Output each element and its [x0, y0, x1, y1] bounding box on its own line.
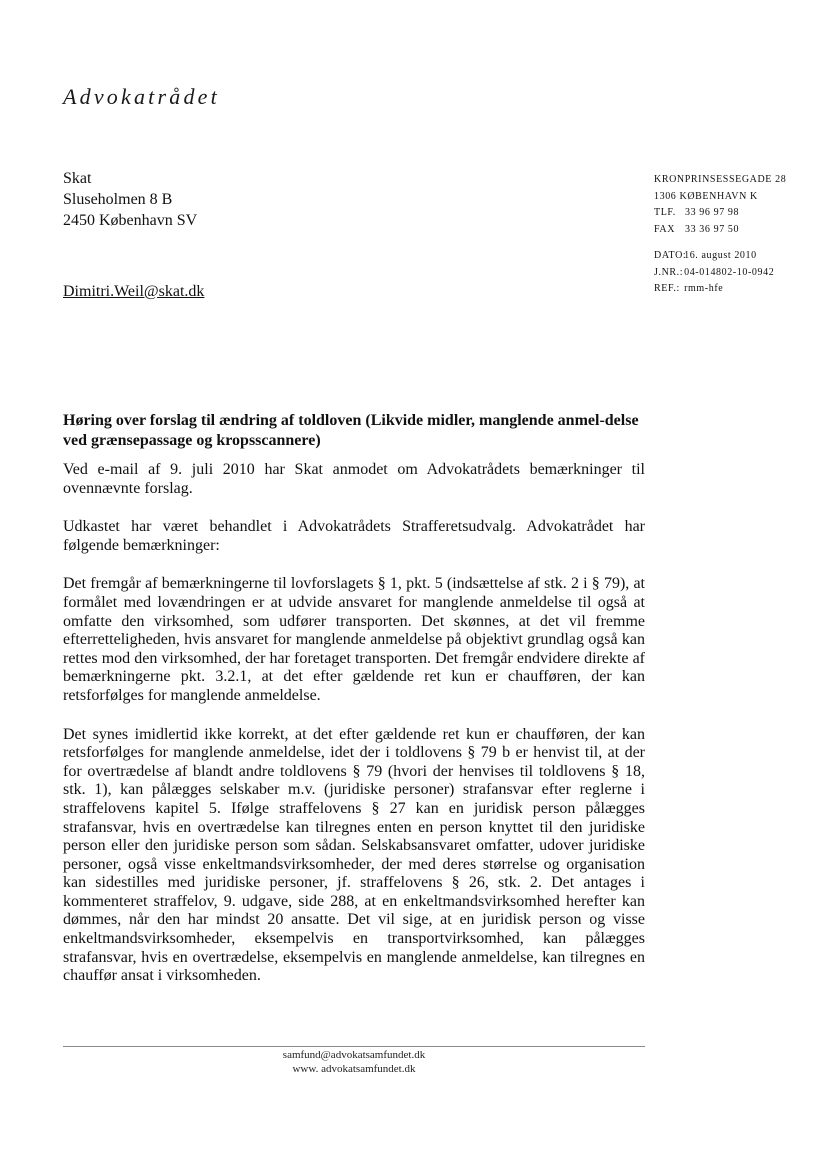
body-paragraph: Det fremgår af bemærkningerne til lovforslagets § 1, pkt. 5 (indsættelse af stk. 2 i § 79), at formålet med lovændringen er at udvide ansvaret for manglende anmeldelse til også at omfatte den virksomhed, som udfører transporten. Det skønnes, at det vil fremme efterretteligheden, hvis ansvaret for manglende anmeldelse på objektivt grundlag også kan rettes mod den virksomhed, der har foretaget transporten. Det fremgår endvidere direkte af bemærkningerne pkt. 3.2.1, at det efter gældende ret kun er chaufføren, der kan retsforfølges for manglende anmeldelse. [63, 575, 645, 704]
fax-label: FAX [654, 223, 676, 235]
letter-date [654, 248, 786, 265]
recipient-street: Sluseholmen 8 B [63, 191, 173, 208]
letterhead-logo: Advokatrådet [63, 84, 220, 109]
phone-value: 33 96 97 98 [685, 207, 740, 218]
sender-postal: 1306 KØBENHAVN K [654, 190, 758, 202]
date-label: DATO: [654, 250, 687, 261]
footer-email: samfund@advokatsamfundet.dk [282, 1049, 426, 1061]
sender-phone [654, 205, 786, 222]
letter-subject: Høring over forslag til ændring af toldloven (Likvide midler, manglende anmel-delse ved grænsepassage og kropsscannere) [63, 412, 639, 449]
reference [654, 281, 786, 298]
jnr-value: 04-014802-10-0942 [684, 266, 775, 278]
sender-info [654, 172, 786, 298]
body-paragraph: Ved e-mail af 9. juli 2010 har Skat anmodet om Advokatrådets bemærkninger til ovennævnte forslag. [63, 461, 645, 497]
jnr-label: J.NR.: [654, 266, 684, 278]
ref-value: rmm-hfe [684, 283, 724, 294]
body-paragraph: Det synes imidlertid ikke korrekt, at det efter gældende ret kun er chaufføren, der kan retsforfølges for manglende anmeldelse, idet der i toldlovens § 79 b er henvist til, at der for overtrædelse af blandt andre toldlovens § 79 (hvori der henvises til toldlovens § 18, stk. 1), kan pålægges selskaber m.v. (juridiske personer) strafansvar efter reglerne i straffelovens kapitel 5. Ifølge straffelovens § 27 kan en juridisk person pålægges strafansvar, hvis en overtrædelse kan tilregnes enten en person knyttet til den juridiske person eller den juridiske person som sådan. Selskabsansvaret omfatter, udover juridiske personer, også visse enkeltmandsvirksomheder, der med deres størrelse og organisation kan sidestilles med juridiske personer, jf. straffelovens § 26, stk. 2. Det antages i kommenteret straffelov, 9. udgave, side 288, at en enkeltmandsvirksomhed herefter kan dømmes, når den har mindst 20 ansatte. Det vil sige, at en juridisk person og visse enkeltmandsvirksomheder, eksempelvis en transportvirksomhed, kan pålægges strafansvar, hvis en overtrædelse, eksempelvis en manglende anmeldelse, kan tilregnes en chauffør ansat i virksomheden. [63, 725, 645, 985]
body-paragraph: Udkastet har været behandlet i Advokatrådets Strafferetsudvalg. Advokatrådet har følgende bemærkninger: [63, 518, 645, 554]
phone-label: TLF. [654, 207, 676, 218]
recipient-email-link[interactable]: Dimitri.Weil@skat.dk [63, 283, 205, 300]
footer-divider [63, 1046, 645, 1047]
recipient-city: 2450 København SV [63, 212, 198, 229]
footer-website: www. advokatsamfundet.dk [292, 1063, 416, 1075]
letter-body [63, 461, 645, 1006]
recipient-name: Skat [63, 170, 92, 187]
ref-label: REF.: [654, 283, 680, 294]
sender-street: KRONPRINSESSEGADE 28 [654, 174, 787, 185]
footer [63, 1048, 645, 1076]
journal-number [654, 265, 786, 282]
sender-fax [654, 222, 786, 239]
fax-value: 33 36 97 50 [685, 223, 740, 235]
date-value: 16. august 2010 [684, 250, 757, 261]
recipient-address [63, 168, 197, 231]
